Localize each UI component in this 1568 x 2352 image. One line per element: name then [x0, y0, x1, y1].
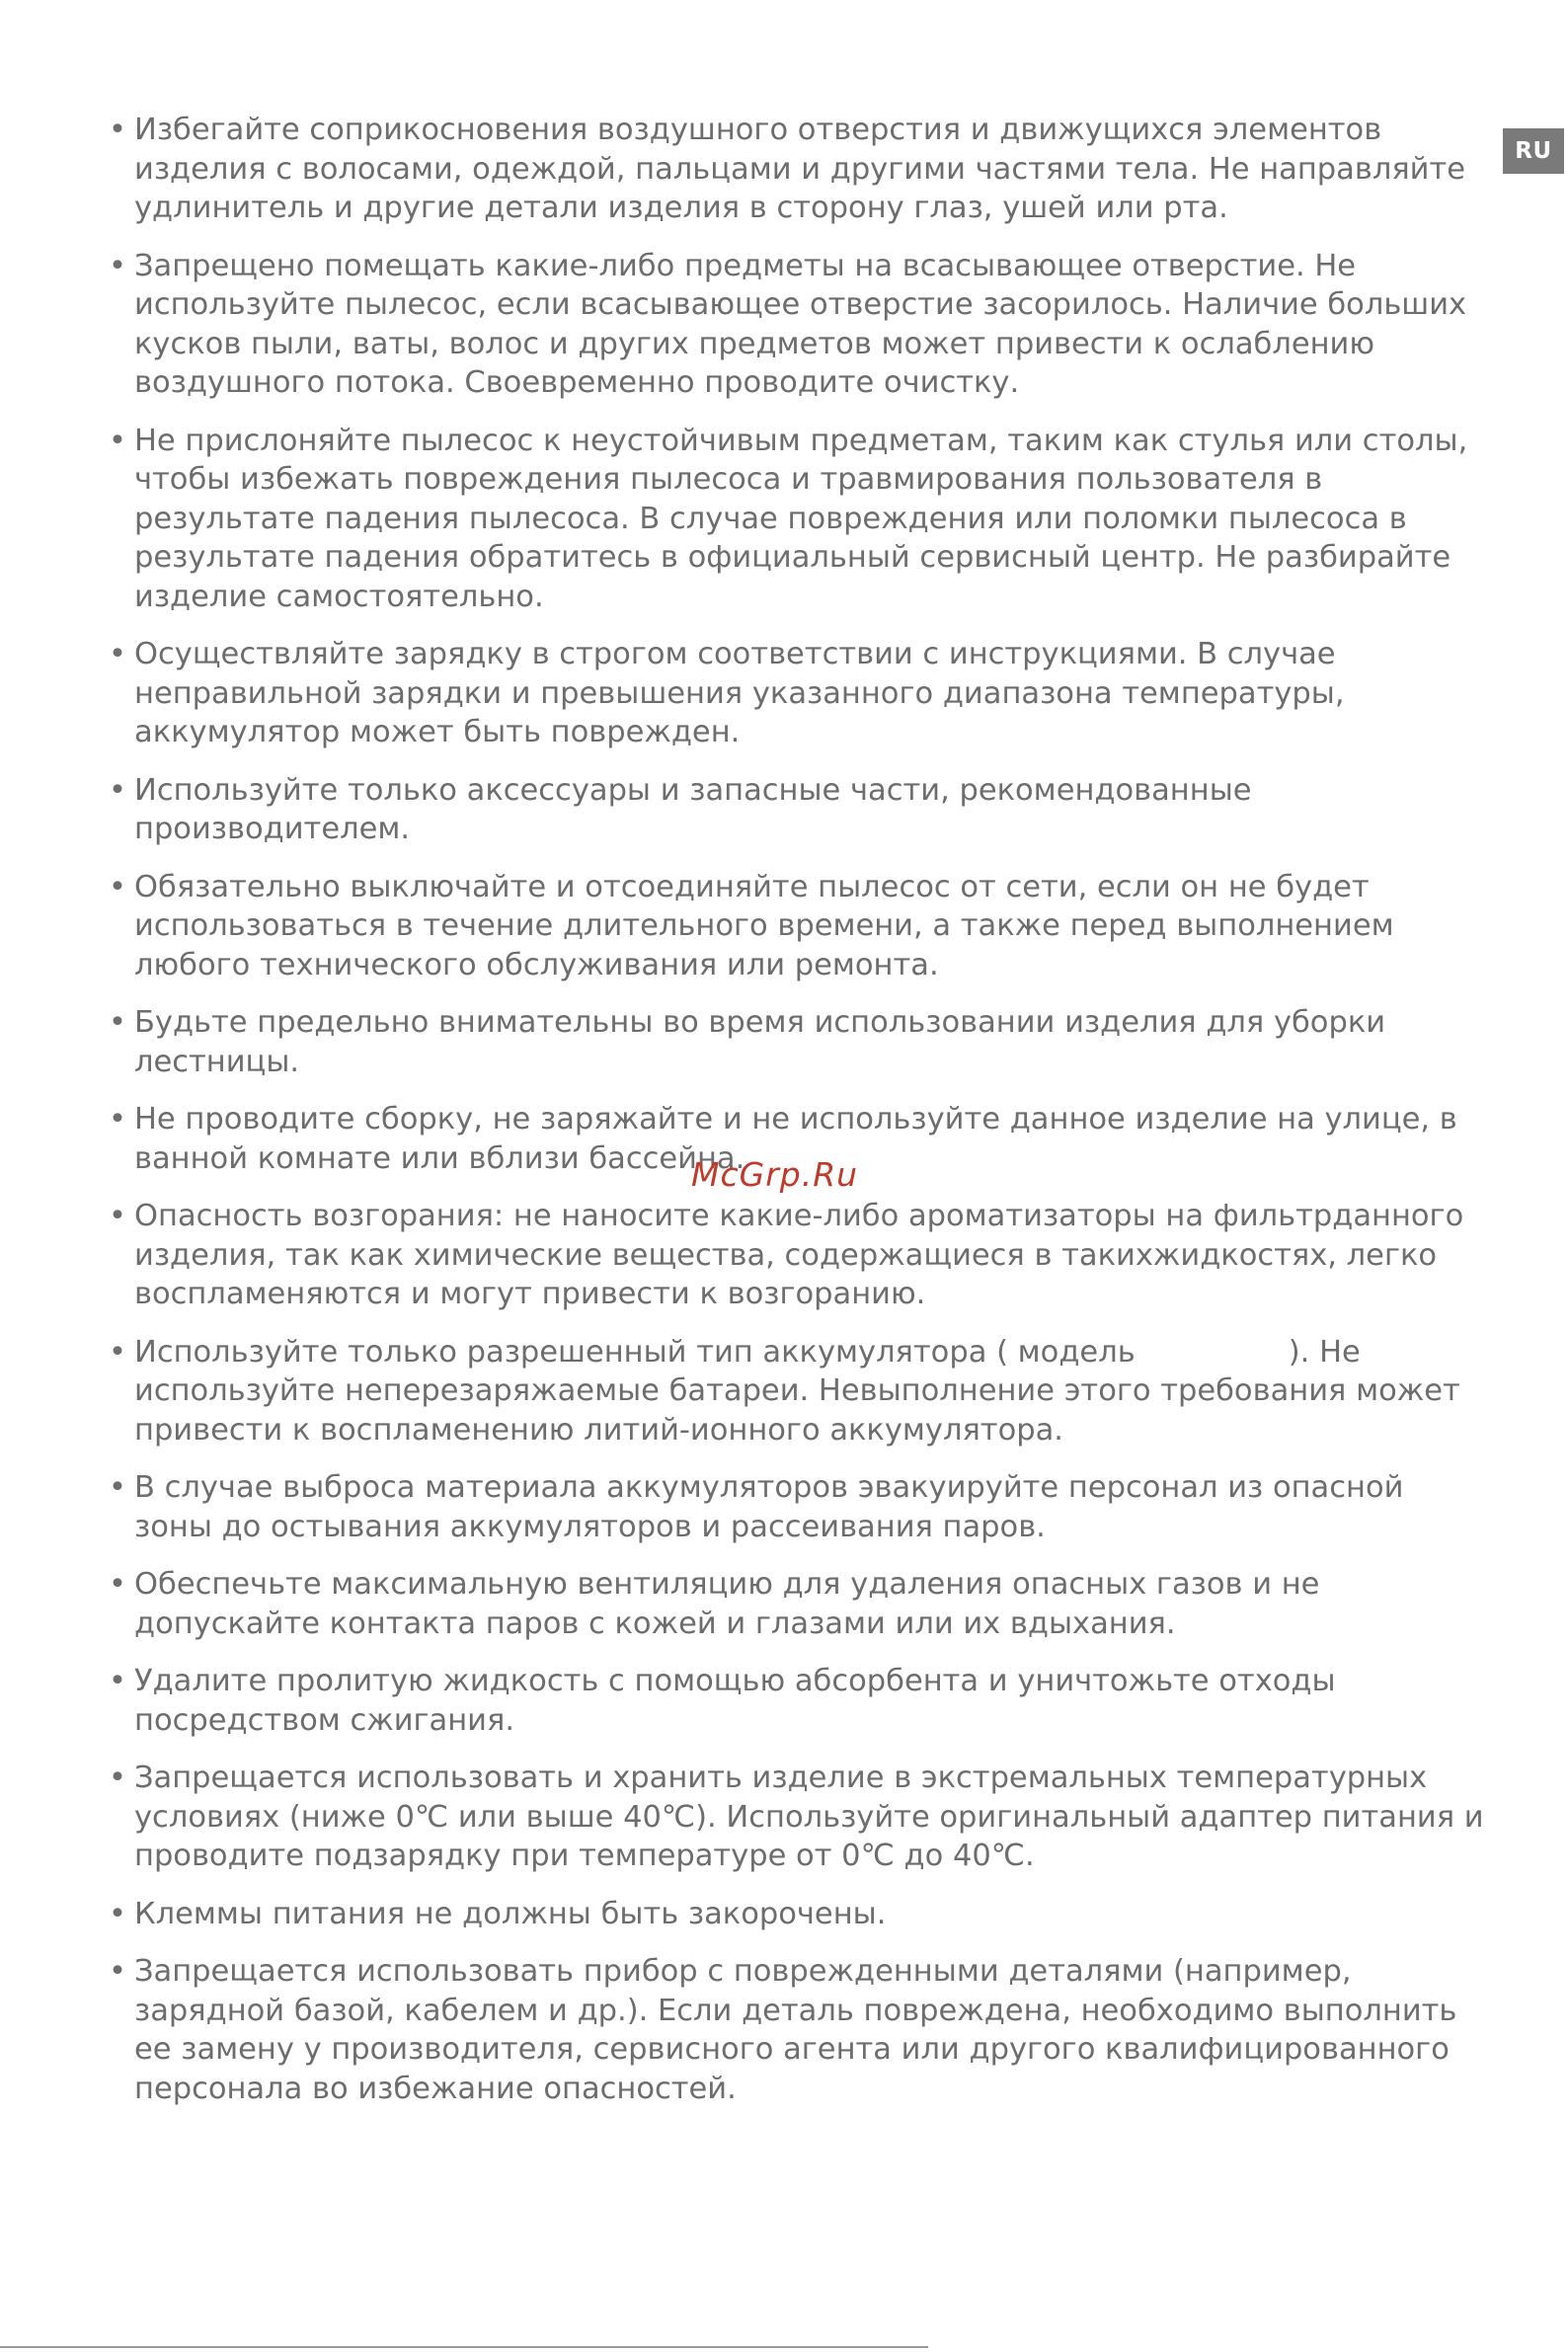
list-item: • Обеспечьте максимальную вентиляцию для удаления опасных газов и не допускайте контакта паров с кожей и глазами или их вдыхания.	[109, 1565, 1491, 1643]
bottom-divider	[0, 2346, 928, 2348]
list-item: • В случае выброса материала аккумуляторов эвакуируйте персонал из опасной зоны до остывания аккумуляторов и рассеивания паров.	[109, 1468, 1491, 1546]
list-item: • Не проводите сборку, не заряжайте и не используйте данное изделие на улице, в ванной комнате или вблизи бассейна.	[109, 1100, 1491, 1178]
language-badge: RU	[1503, 128, 1564, 174]
list-item: • Будьте предельно внимательны во время использовании изделия для уборки лестницы.	[109, 1003, 1491, 1081]
list-item: • Используйте только разрешенный тип аккумулятора ( модель ). Не используйте неперезаряжаемые батареи. Невыполнение этого требования может привести к воспламенению литий-ионного аккумулятора.	[109, 1333, 1491, 1450]
list-item: • Клеммы питания не должны быть закорочены.	[109, 1895, 1491, 1934]
list-item: • Опасность возгорания: не наносите какие-либо ароматизаторы на фильтрданного изделия, так как химические вещества, содержащиеся в такихжидкостях, легко воспламеняются и могут привести к возгоранию.	[109, 1197, 1491, 1314]
watermark: McGrp.Ru	[691, 1155, 859, 1194]
list-item: • Запрещается использовать прибор с поврежденными деталями (например, зарядной базой, кабелем и др.). Если деталь повреждена, необходимо выполнить ее замену у производителя, сервисного агента или другого квалифицированного персонала во избежание опасностей.	[109, 1952, 1491, 2108]
list-item: • Запрещено помещать какие-либо предметы на всасывающее отверстие. Не используйте пылесос, если всасывающее отверстие засорилось. Наличие больших кусков пыли, ваты, волос и других предметов может привести к ослаблению воздушного потока. Своевременно проводите очистку.	[109, 247, 1491, 403]
list-item: • Не прислоняйте пылесос к неустойчивым предметам, таким как стулья или столы, чтобы избежать повреждения пылесоса и травмирования пользователя в результате падения пылесоса. В случае повреждения или поломки пылесоса в результате падения обратитесь в официальный сервисный центр. Не разбирайте изделие самостоятельно.	[109, 422, 1491, 617]
list-item: • Удалите пролитую жидкость с помощью абсорбента и уничтожьте отходы посредством сжигания.	[109, 1662, 1491, 1740]
list-item: • Используйте только аксессуары и запасные части, рекомендованные производителем.	[109, 771, 1491, 849]
list-item: • Запрещается использовать и хранить изделие в экстремальных температурных условиях (ниже 0℃ или выше 40℃). Используйте оригинальный адаптер питания и проводите подзарядку при температуре от 0℃ до 40℃.	[109, 1759, 1491, 1876]
list-item: • Обязательно выключайте и отсоединяйте пылесос от сети, если он не будет использоваться в течение длительного времени, а также перед выполнением любого технического обслуживания или ремонта.	[109, 868, 1491, 985]
list-item: • Осуществляйте зарядку в строгом соответствии с инструкциями. В случае неправильной зарядки и превышения указанного диапазона температуры, аккумулятор может быть поврежден.	[109, 635, 1491, 752]
safety-instructions-list	[109, 111, 1491, 2127]
list-item: • Избегайте соприкосновения воздушного отверстия и движущихся элементов изделия с волосами, одеждой, пальцами и другими частями тела. Не направляйте удлинитель и другие детали изделия в сторону глаз, ушей или рта.	[109, 111, 1491, 228]
